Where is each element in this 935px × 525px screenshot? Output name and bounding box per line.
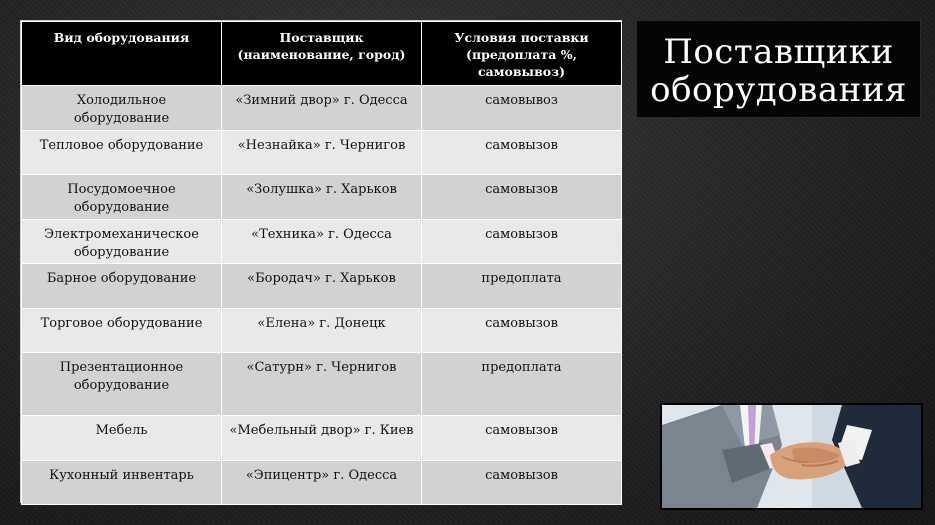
suppliers-table-container: [20, 20, 622, 503]
cell-supplier: «Незнайка» г. Чернигов: [222, 130, 422, 175]
cell-delivery-terms: самовывоз: [422, 86, 622, 131]
cell-delivery-terms: самовызов: [422, 175, 622, 220]
cell-equipment-type: Мебель: [22, 416, 222, 461]
table-row: [22, 264, 622, 309]
cell-supplier: «Сатурн» г. Чернигов: [222, 353, 422, 416]
cell-supplier: «Эпицентр» г. Одесса: [222, 460, 422, 505]
cell-equipment-type: Кухонный инвентарь: [22, 460, 222, 505]
cell-delivery-terms: самовызов: [422, 130, 622, 175]
cell-equipment-type: Торговое оборудование: [22, 308, 222, 353]
cell-supplier: «Техника» г. Одесса: [222, 219, 422, 264]
header-delivery-terms: Условия поставки (предоплата %, самовывоз): [422, 22, 622, 86]
table-row: [22, 460, 622, 505]
cell-delivery-terms: предоплата: [422, 353, 622, 416]
table-row: [22, 175, 622, 220]
table-row: [22, 219, 622, 264]
cell-equipment-type: Презентационное оборудование: [22, 353, 222, 416]
cell-delivery-terms: самовызов: [422, 308, 622, 353]
table-row: [22, 308, 622, 353]
cell-delivery-terms: самовызов: [422, 219, 622, 264]
cell-supplier: «Мебельный двор» г. Киев: [222, 416, 422, 461]
cell-supplier: «Золушка» г. Харьков: [222, 175, 422, 220]
handshake-icon: [662, 405, 921, 508]
slide-title-line-1: Поставщики: [663, 32, 894, 72]
slide-title-line-2: оборудования: [650, 70, 907, 110]
cell-delivery-terms: предоплата: [422, 264, 622, 309]
header-supplier: Поставщик (наименование, город): [222, 22, 422, 86]
cell-equipment-type: Электромеханическое оборудование: [22, 219, 222, 264]
table-row: [22, 130, 622, 175]
cell-supplier: «Бородач» г. Харьков: [222, 264, 422, 309]
suppliers-table: [21, 21, 622, 505]
table-row: [22, 353, 622, 416]
cell-equipment-type: Тепловое оборудование: [22, 130, 222, 175]
cell-delivery-terms: самовызов: [422, 416, 622, 461]
cell-supplier: «Елена» г. Донецк: [222, 308, 422, 353]
cell-equipment-type: Холодильное оборудование: [22, 86, 222, 131]
cell-supplier: «Зимний двор» г. Одесса: [222, 86, 422, 131]
table-row: [22, 86, 622, 131]
header-equipment-type: Вид оборудования: [22, 22, 222, 86]
handshake-photo: [660, 403, 923, 510]
slide-title: [636, 20, 921, 118]
cell-equipment-type: Барное оборудование: [22, 264, 222, 309]
cell-delivery-terms: самовызов: [422, 460, 622, 505]
table-row: [22, 416, 622, 461]
cell-equipment-type: Посудомоечное оборудование: [22, 175, 222, 220]
table-header-row: [22, 22, 622, 86]
